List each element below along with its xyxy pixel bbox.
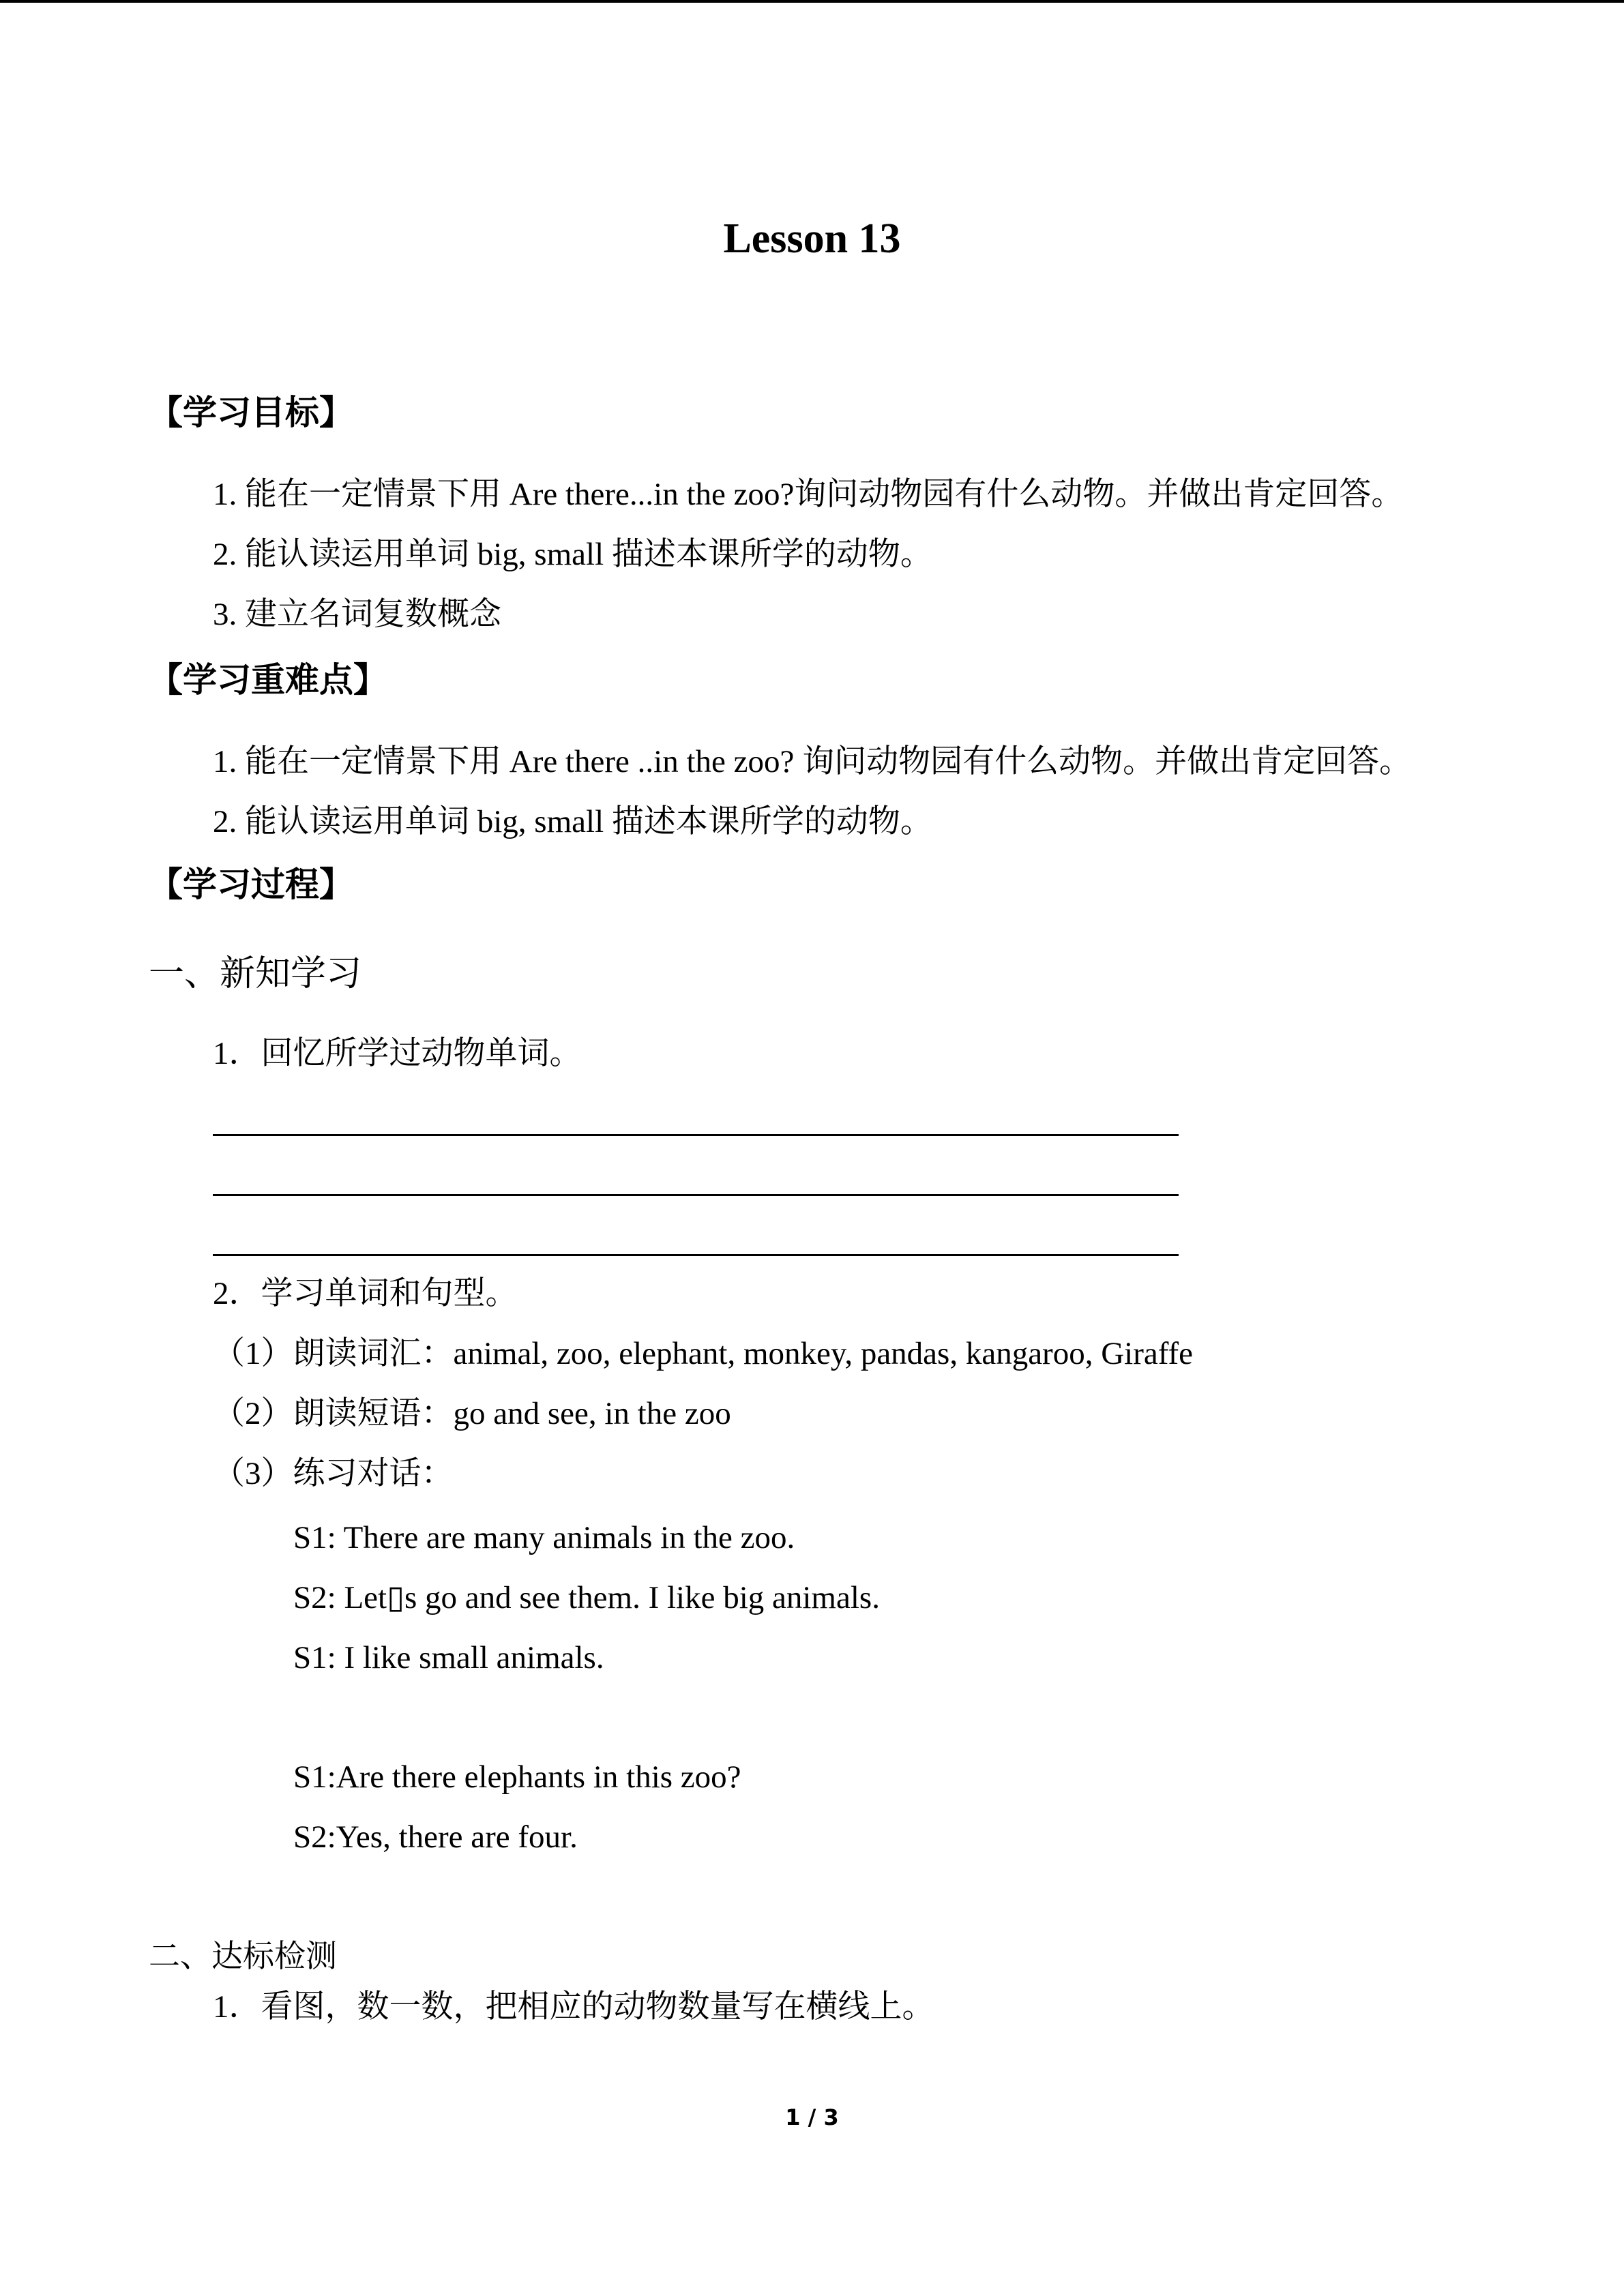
answer-blank-line <box>213 1194 1179 1196</box>
key-points-heading: 【学习重难点】 <box>149 660 387 700</box>
page-title: Lesson 13 <box>723 215 901 262</box>
section-assessment-title: 二、达标检测 <box>149 1937 337 1974</box>
question-recall-words: 1．回忆所学过动物单词。 <box>213 1036 582 1071</box>
dialogue-line-2: S2: Let▯s go and see them. I like big animals. <box>293 1580 880 1615</box>
question-count-animals: 1．看图，数一数，把相应的动物数量写在横线上。 <box>213 1989 934 2025</box>
dialogue-line-1: S1: There are many animals in the zoo. <box>293 1520 795 1555</box>
answer-blank-line <box>213 1254 1179 1256</box>
process-heading: 【学习过程】 <box>149 865 353 904</box>
dialogue-line-3: S1: I like small animals. <box>293 1640 604 1675</box>
dialogue-line-5: S2:Yes, there are four. <box>293 1819 578 1855</box>
objectives-heading: 【学习目标】 <box>149 393 353 432</box>
objective-item-3: 3. 建立名词复数概念 <box>213 597 501 632</box>
objective-item-1: 1. 能在一定情景下用 Are there...in the zoo?询问动物园有什么动物。并做出肯定回答。 <box>213 477 1404 512</box>
phrases-line: （2）朗读短语：go and see, in the zoo <box>213 1396 731 1431</box>
answer-blank-line <box>213 1134 1179 1136</box>
vocabulary-line: （1）朗读词汇：animal, zoo, elephant, monkey, pandas, kangaroo, Giraffe <box>213 1336 1194 1371</box>
page-number: 1 / 3 <box>785 2104 839 2130</box>
dialogue-line-4: S1:Are there elephants in this zoo? <box>293 1759 741 1795</box>
dialogue-label: （3）练习对话： <box>213 1456 454 1491</box>
page-top-border <box>0 0 1624 3</box>
question-learn-words: 2．学习单词和句型。 <box>213 1276 518 1311</box>
key-point-item-1: 1. 能在一定情景下用 Are there ..in the zoo? 询问动物园有什么动物。并做出肯定回答。 <box>213 744 1412 779</box>
section-new-knowledge-title: 一、新知学习 <box>149 953 362 994</box>
objective-item-2: 2. 能认读运用单词 big, small 描述本课所学的动物。 <box>213 537 932 572</box>
key-point-item-2: 2. 能认读运用单词 big, small 描述本课所学的动物。 <box>213 804 932 839</box>
